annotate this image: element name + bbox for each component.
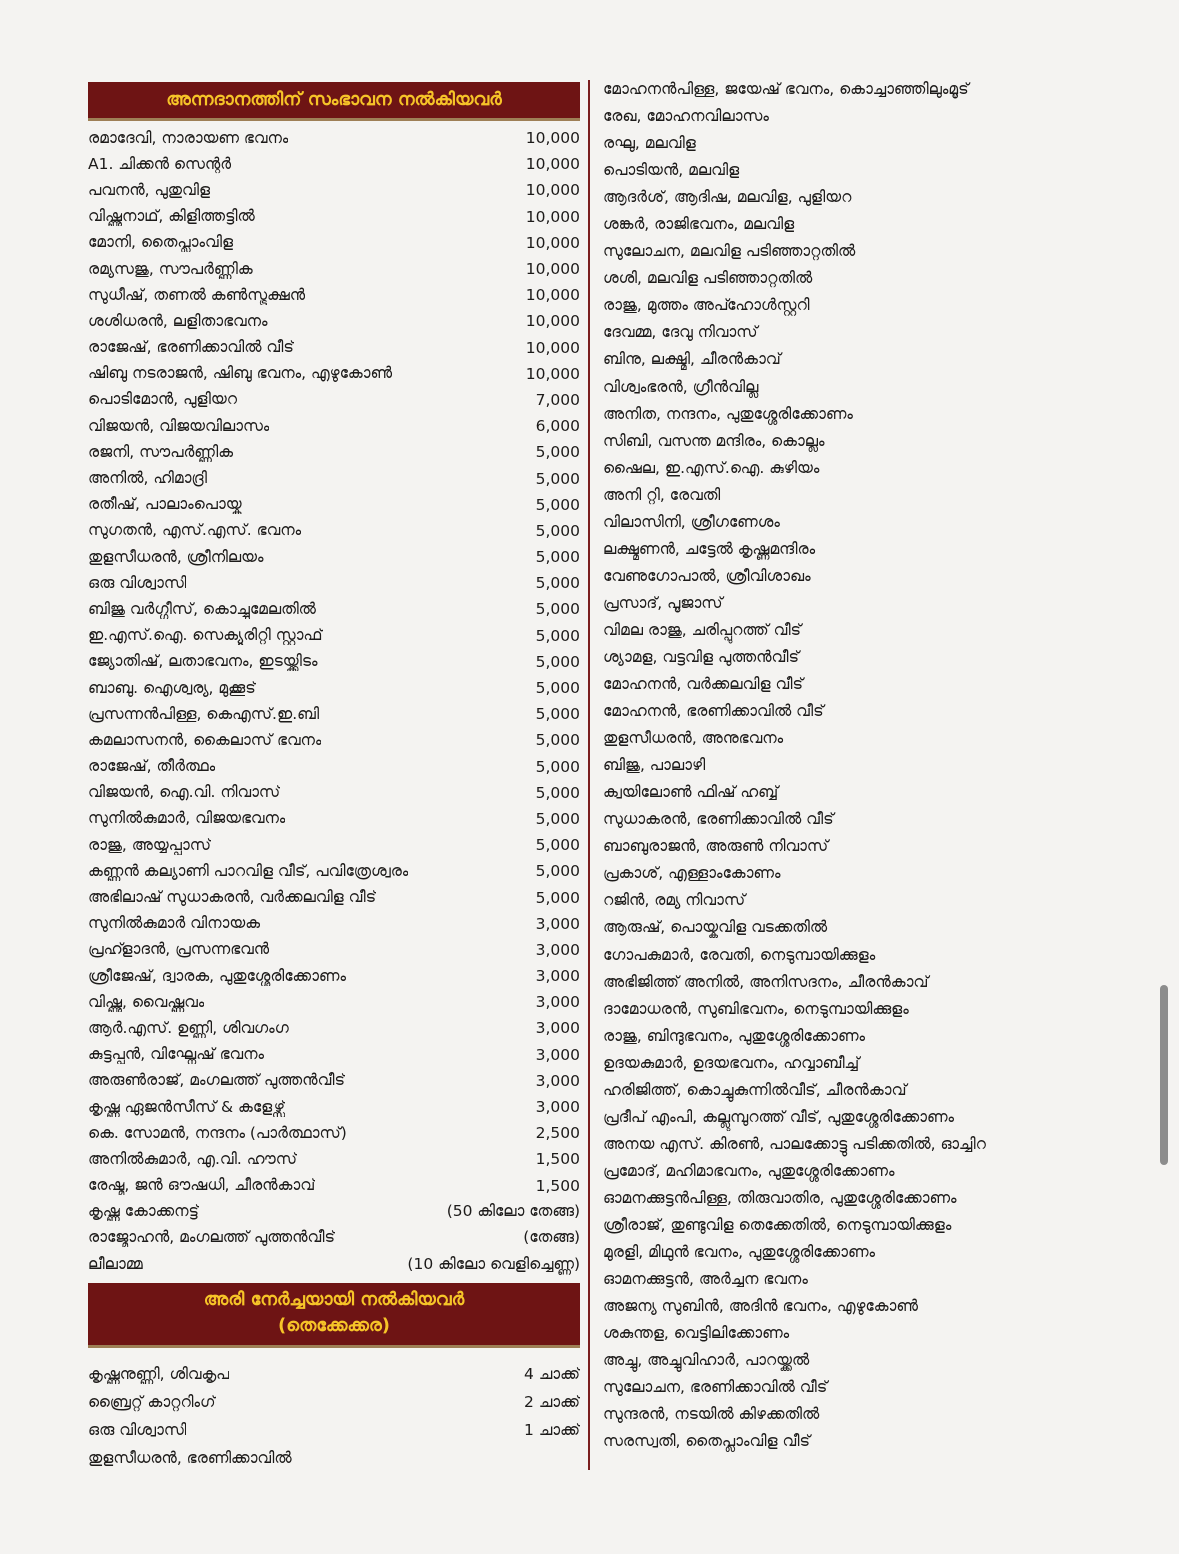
donor-name: കമലാസനൻ, കൈലാസ് ഭവനം <box>88 730 322 749</box>
list-item: അനയ എസ്. കിരൺ, പാലക്കോട്ടു പടിക്കതിൽ, ഓച്ചിറ <box>603 1134 986 1153</box>
list-item <box>88 1388 580 1416</box>
list-item <box>88 1068 580 1094</box>
donor-name: രതീഷ്, പാലാംപൊയ്ക <box>88 495 242 514</box>
donation-amount: 3,000 <box>535 940 580 959</box>
list-item: വിമല രാജു, ചരിപ്പുറത്ത് വീട് <box>603 620 802 639</box>
list-item: രാജു, ബിന്ദുഭവനം, പുതുശ്ശേരിക്കോണം <box>603 1026 866 1045</box>
list-item <box>88 675 580 701</box>
donation-amount: 5,000 <box>535 705 580 724</box>
donation-amount: 3,000 <box>535 1045 580 1064</box>
list-item <box>88 858 580 884</box>
list-item: സിബി, വസന്ത മന്ദിരം, കൊല്ലം <box>603 431 825 450</box>
list-item <box>88 230 580 256</box>
donation-amount: 5,000 <box>535 888 580 907</box>
donor-name: ബിജു വർഗ്ഗീസ്, കൊച്ചുമേലതിൽ <box>88 599 316 618</box>
donor-name: കുട്ടപ്പൻ, വിഘ്നേഷ് ഭവനം <box>88 1045 265 1064</box>
list-item <box>88 1199 580 1225</box>
list-item <box>88 989 580 1015</box>
list-item: മുരളി, മിഥുൻ ഭവനം, പുതുശ്ശേരിക്കോണം <box>603 1243 875 1262</box>
donation-amount: 1,500 <box>535 1176 580 1195</box>
list-item <box>88 282 580 308</box>
list-item <box>88 754 580 780</box>
list-item: ലക്ഷ്മണൻ, ചട്ടേൽ കൃഷ്ണമന്ദിരം <box>603 539 816 558</box>
donation-amount: 4 ചാക്ക് <box>524 1364 580 1383</box>
donor-name: കെ. സോമൻ, നന്ദനം (പാർത്ഥാസ്) <box>88 1123 347 1142</box>
donor-name: ഷിബു നടരാജൻ, ഷിബു ഭവനം, എഴുകോൺ <box>88 364 393 383</box>
list-item: വേണുഗോപാൽ, ശ്രീവിശാഖം <box>603 566 811 585</box>
donor-name: വിഷ്ണുനാഥ്, കിളിത്തട്ടിൽ <box>88 207 255 226</box>
list-item <box>88 413 580 439</box>
donor-name: തുളസീധരൻ, ഭരണിക്കാവിൽ <box>88 1448 292 1467</box>
list-item: ക്വയിലോൺ ഫിഷ് ഹബ്ബ് <box>603 783 779 802</box>
list-item <box>88 1444 580 1472</box>
list-item <box>88 1360 580 1388</box>
donation-amount: (50 കിലോ തേങ്ങ) <box>446 1202 580 1221</box>
list-item <box>88 335 580 361</box>
list-item: ഉദയകുമാർ, ഉദയഭവനം, ഹവ്വാബീച്ച് <box>603 1053 860 1072</box>
list-item <box>88 204 580 230</box>
list-item: അനിത, നന്ദനം, പുതുശ്ശേരിക്കോണം <box>603 404 853 423</box>
donation-amount: 1,500 <box>535 1150 580 1169</box>
list-item: മോഹനൻ, ഭരണിക്കാവിൽ വീട് <box>603 702 824 721</box>
list-item: പ്രകാശ്, എള്ളാംകോണം <box>603 864 781 883</box>
list-item: രേഖ, മോഹനവിലാസം <box>603 107 769 126</box>
list-item <box>88 256 580 282</box>
donor-name: തുളസീധരൻ, ശ്രീനിലയം <box>88 547 264 566</box>
donation-amount: 3,000 <box>535 1071 580 1090</box>
list-item: ഹരിജിത്ത്, കൊച്ചുകുന്നിൽവീട്, ചീരൻകാവ് <box>603 1080 907 1099</box>
list-item: ആദർശ്, ആദിഷ, മലവിള, പുളിയറ <box>603 188 852 207</box>
donor-name: രാജ്മോഹൻ, മംഗലത്ത് പുത്തൻവീട് <box>88 1228 335 1247</box>
list-item: അജന്യ സുബിൻ, അദിൻ ഭവനം, എഴുകോൺ <box>603 1297 919 1316</box>
list-item <box>88 780 580 806</box>
list-item: അനി റ്റി, രേവതി <box>603 485 721 504</box>
list-item <box>88 361 580 387</box>
donation-amount: 10,000 <box>525 233 580 252</box>
list-item <box>88 911 580 937</box>
donation-amount: 5,000 <box>535 521 580 540</box>
list-item <box>88 570 580 596</box>
donation-amount: 10,000 <box>525 129 580 148</box>
list-item <box>88 518 580 544</box>
donor-name: വിഷ്ണു, വൈഷ്ണവം <box>88 992 205 1011</box>
list-item: ശശി, മലവിള പടിഞ്ഞാറ്റതിൽ <box>603 269 813 288</box>
donor-name: രാജേഷ്, ഭരണിക്കാവിൽ വീട് <box>88 338 294 357</box>
donation-amount: 3,000 <box>535 967 580 986</box>
rice-list <box>88 1360 580 1472</box>
donation-amount: 1 ചാക്ക് <box>524 1420 580 1439</box>
list-item <box>88 1173 580 1199</box>
donation-amount: 2,500 <box>535 1124 580 1143</box>
list-item <box>88 727 580 753</box>
donor-name: അഭിലാഷ് സുധാകരൻ, വർക്കലവിള വീട് <box>88 888 377 907</box>
list-item: ദേവമ്മ, ദേവു നിവാസ് <box>603 323 758 342</box>
donor-name: സുനിൽകുമാർ വിനായക <box>88 914 261 933</box>
donation-amount: 5,000 <box>535 443 580 462</box>
list-item <box>88 1015 580 1041</box>
list-item <box>88 1146 580 1172</box>
list-item: തുളസീധരൻ, അനുഭവനം <box>603 729 784 748</box>
list-item: അച്ചു, അച്ചുവിഹാർ, പാറയ്ക്കൽ <box>603 1351 810 1370</box>
list-item <box>88 439 580 465</box>
list-item: പ്രസാദ്, പൂജാസ് <box>603 593 723 612</box>
list-item: ശ്യാമള, വട്ടവിള പുത്തൻവീട് <box>603 647 800 666</box>
list-item: ഓമനക്കുട്ടൻപിള്ള, തിരുവാതിര, പുതുശ്ശേരിക്കോണം <box>603 1188 957 1207</box>
donation-amount: 2 ചാക്ക് <box>524 1392 580 1411</box>
list-item: സുലോചന, മലവിള പടിഞ്ഞാറ്റതിൽ <box>603 242 856 261</box>
donor-name: പ്രഹ്ളാദൻ, പ്രസന്നഭവൻ <box>88 940 270 959</box>
list-item <box>88 806 580 832</box>
donor-name: ഇ.എസ്.ഐ. സെക്യൂരിറ്റി സ്റ്റാഫ് <box>88 626 323 645</box>
list-item <box>88 1225 580 1251</box>
list-item: ബിനു, ലക്ഷ്മി, ചീരൻകാവ് <box>603 350 781 369</box>
donation-amount: 10,000 <box>525 207 580 226</box>
scrollbar-thumb[interactable] <box>1160 985 1168 1165</box>
donor-name: ജ്യോതിഷ്, ലതാഭവനം, ഇടയ്ക്കിടം <box>88 652 318 671</box>
list-item <box>88 701 580 727</box>
list-item: മോഹനൻ, വർക്കലവിള വീട് <box>603 675 803 694</box>
list-item: ദാമോധരൻ, സുബിഭവനം, നെടുമ്പായിക്കുളം <box>603 999 909 1018</box>
list-item <box>88 649 580 675</box>
donor-name: ശശിധരൻ, ലളിതാഭവനം <box>88 311 268 330</box>
donation-amount: 10,000 <box>525 338 580 357</box>
donation-amount: 10,000 <box>525 364 580 383</box>
donation-amount: 5,000 <box>535 809 580 828</box>
list-item: ശകുന്തള, വെട്ടിലിക്കോണം <box>603 1324 790 1343</box>
donation-amount: 3,000 <box>535 914 580 933</box>
donor-name: ശ്രീജേഷ്, ദ്വാരക, പുതുശ്ശേരിക്കോണം <box>88 966 346 985</box>
list-item: പൊടിയൻ, മലവിള <box>603 161 740 180</box>
donor-name: സുഗതൻ, എസ്.എസ്. ഭവനം <box>88 521 302 540</box>
donor-name: രാജേഷ്, തീർത്ഥം <box>88 757 216 776</box>
donor-name: അനിൽകുമാർ, എ.വി. ഹൗസ് <box>88 1149 297 1168</box>
list-item <box>88 1042 580 1068</box>
list-item: സുലോചന, ഭരണിക്കാവിൽ വീട് <box>603 1378 828 1397</box>
list-item <box>88 1094 580 1120</box>
list-item: ശങ്കർ, രാജിഭവനം, മലവിള <box>603 215 795 234</box>
donation-amount: 10,000 <box>525 286 580 305</box>
donation-amount: 5,000 <box>535 600 580 619</box>
donation-amount: 10,000 <box>525 260 580 279</box>
list-item: ശ്രീരാജ്, തുണ്ടുവിള തെക്കേതിൽ, നെടുമ്പായിക്കുളം <box>603 1215 952 1234</box>
list-item: സുധാകരൻ, ഭരണിക്കാവിൽ വീട് <box>603 810 834 829</box>
donor-name: കൃഷ്ണനുണ്ണി, ശിവകൃപ <box>88 1364 230 1383</box>
list-item <box>88 387 580 413</box>
list-item: അഭിജിത്ത് അനിൽ, അനിസദനം, ചീരൻകാവ് <box>603 972 929 991</box>
donor-name: പൊടിമോൻ, പുളിയറ <box>88 390 237 409</box>
donation-amount: 5,000 <box>535 757 580 776</box>
annadanam-heading: അന്നദാനത്തിന് സംഭാവന നൽകിയവർ <box>88 82 580 121</box>
donor-name: അരുൺരാജ്, മംഗലത്ത് പുത്തൻവീട് <box>88 1071 346 1090</box>
donation-amount: 10,000 <box>525 181 580 200</box>
donor-name: അനിൽ, ഹിമാദ്രി <box>88 469 208 488</box>
list-item: മോഹനൻപിള്ള, ജയേഷ് ഭവനം, കൊച്ചാഞ്ഞിലുംമൂട് <box>603 80 969 98</box>
list-item <box>88 177 580 203</box>
list-item: പ്രമോദ്, മഹിമാഭവനം, പുതുശ്ശേരിക്കോണം <box>603 1161 895 1180</box>
donor-name: വിജയൻ, വിജയവിലാസം <box>88 416 270 435</box>
donor-name: രേഷ്മ, ജൻ ഔഷധി, ചീരൻകാവ് <box>88 1176 316 1195</box>
donation-amount: (10 കിലോ വെളിച്ചെണ്ണ) <box>407 1254 580 1273</box>
donation-amount: 5,000 <box>535 783 580 802</box>
list-item <box>88 308 580 334</box>
donor-name: രമ്യസജു, സൗപർണ്ണിക <box>88 259 253 278</box>
list-item <box>88 884 580 910</box>
list-item <box>88 832 580 858</box>
donation-amount: 5,000 <box>535 495 580 514</box>
donation-amount: 5,000 <box>535 626 580 645</box>
list-item: രഘു, മലവിള <box>603 134 696 153</box>
donor-name: പ്രസന്നൻപിള്ള, കെഎസ്.ഇ.ബി <box>88 704 320 723</box>
donor-name: രജനി, സൗപർണ്ണിക <box>88 442 234 461</box>
donation-amount: 5,000 <box>535 469 580 488</box>
donation-amount: 10,000 <box>525 155 580 174</box>
donor-name: രമാദേവി, നാരായണ ഭവനം <box>88 128 289 147</box>
list-item: ഷൈല, ഇ.എസ്.ഐ. കുഴിയം <box>603 458 820 477</box>
left-column <box>88 82 580 1472</box>
donor-name: സുധീഷ്, തണൽ കൺസ്ട്രക്ഷൻ <box>88 285 306 304</box>
list-item <box>88 492 580 518</box>
list-item: ബിജു, പാലാഴി <box>603 756 706 775</box>
donation-amount: 5,000 <box>535 574 580 593</box>
column-divider <box>588 80 590 1470</box>
donation-amount: 6,000 <box>535 417 580 436</box>
list-item: വിശ്വംഭരൻ, ഗ്രീൻവില്ല <box>603 377 759 396</box>
donation-amount: 3,000 <box>535 1019 580 1038</box>
donor-name: മോനി, തൈപ്ലാംവിള <box>88 233 234 252</box>
donor-name: ലീലാമ്മ <box>88 1254 143 1273</box>
rice-heading-line2: (തെക്കേക്കര) <box>278 1315 390 1337</box>
donor-name: ഒരു വിശ്വാസി <box>88 1420 187 1439</box>
list-item: ബാബുരാജൻ, അരുൺ നിവാസ് <box>603 837 829 856</box>
list-item <box>88 125 580 151</box>
donation-amount: 5,000 <box>535 652 580 671</box>
donation-amount: 5,000 <box>535 731 580 750</box>
rice-heading-line1: അരി നേർച്ചയായി നൽകിയവർ <box>203 1289 465 1311</box>
donor-name: ആർ.എസ്. ഉണ്ണി, ശിവഗംഗ <box>88 1018 289 1037</box>
list-item: ഓമനക്കുട്ടൻ, അർച്ചന ഭവനം <box>603 1270 808 1289</box>
donor-name: കണ്ണൻ കല്യാണി പാറവിള വീട്, പവിത്രേശ്വരം <box>88 861 409 880</box>
donor-name: A1. ചിക്കൻ സെന്റർ <box>88 154 232 173</box>
donor-name: സുനിൽകുമാർ, വിജയഭവനം <box>88 809 286 828</box>
list-item <box>88 151 580 177</box>
donor-name: ഒരു വിശ്വാസി <box>88 573 187 592</box>
rice-offering-heading <box>88 1283 580 1348</box>
donation-amount: 5,000 <box>535 548 580 567</box>
donor-name: ബാബു. ഐശ്വര്യ, മുക്കൂട് <box>88 678 256 697</box>
list-item: ഗോപകുമാർ, രേവതി, നെടുമ്പായിക്കുളം <box>603 945 876 964</box>
list-item: വിലാസിനി, ശ്രീഗണേശം <box>603 512 780 531</box>
list-item <box>88 1120 580 1146</box>
donation-amount: 5,000 <box>535 679 580 698</box>
list-item <box>88 465 580 491</box>
list-item: രാജു, മുത്തം അപ്ഹോൾസ്റ്ററി <box>603 296 810 315</box>
list-item: സുന്ദരൻ, നടയിൽ കിഴക്കതിൽ <box>603 1405 820 1424</box>
donation-amount: 3,000 <box>535 1098 580 1117</box>
list-item: പ്രദീപ് എംപി, കല്ലുമ്പുറത്ത് വീട്, പുതുശ്ശേരിക്കോണം <box>603 1107 955 1126</box>
donation-amount: 5,000 <box>535 836 580 855</box>
list-item <box>88 937 580 963</box>
donation-amount: 7,000 <box>535 390 580 409</box>
list-item <box>88 1251 580 1277</box>
donor-name: വിജയൻ, ഐ.വി. നിവാസ് <box>88 783 281 802</box>
donor-name: കൃഷ്ണ ഏജൻസീസ് & കളേഴ്സ് <box>88 1097 286 1116</box>
donor-name: കൃഷ്ണ കോക്കനട്ട് <box>88 1202 199 1221</box>
donor-name: ബ്രൈറ്റ് കാറ്ററിംഗ് <box>88 1392 216 1411</box>
list-item: റജിൻ, രമ്യ നിവാസ് <box>603 891 746 910</box>
donor-name: പവനൻ, പുതുവിള <box>88 180 211 199</box>
list-item <box>88 596 580 622</box>
right-name-list <box>603 76 1063 1455</box>
donation-amount: 10,000 <box>525 312 580 331</box>
right-column <box>603 76 1063 1455</box>
donation-amount: 3,000 <box>535 993 580 1012</box>
donor-name: രാജു, അയ്യപ്പാസ് <box>88 835 211 854</box>
list-item <box>88 1416 580 1444</box>
donation-amount: (തേങ്ങ) <box>523 1228 580 1247</box>
list-item <box>88 623 580 649</box>
list-item: സരസ്വതി, തൈപ്ലാംവിള വീട് <box>603 1432 810 1451</box>
list-item <box>88 963 580 989</box>
donation-amount: 5,000 <box>535 862 580 881</box>
list-item <box>88 544 580 570</box>
donation-list <box>88 125 580 1277</box>
list-item: ആരുഷ്, പൊയ്കവിള വടക്കതിൽ <box>603 918 828 937</box>
